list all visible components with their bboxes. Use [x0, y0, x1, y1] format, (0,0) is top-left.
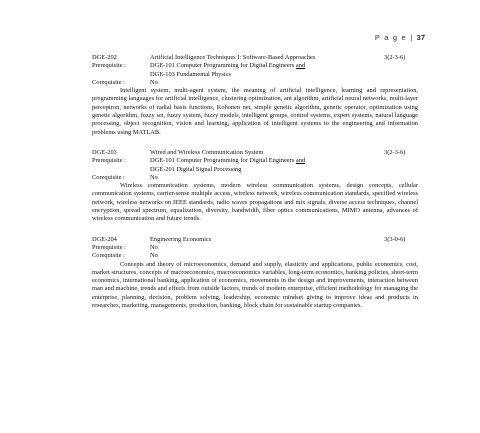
corequisite-value: No — [150, 78, 158, 86]
corequisite-row — [92, 79, 418, 87]
prerequisite-2: DGE-201 Digital Signal Processing — [150, 165, 242, 173]
corequisite-label: Corequisite : — [92, 78, 125, 86]
prerequisite-2: DGE-103 Fundamental Physics — [150, 70, 231, 78]
prerequisite-row — [92, 244, 418, 252]
corequisite-value: No — [150, 252, 158, 260]
course-dge-204 — [92, 236, 418, 311]
course-credits: 3(2-3-6) — [384, 54, 406, 61]
course-dge-203 — [92, 149, 418, 224]
corequisite-row — [92, 252, 418, 260]
page-number-value: 37 — [416, 33, 425, 42]
course-header — [92, 149, 418, 157]
course-description: Wireless communication systems, modern wireless communication systems, design concepts, cellular communication systems, carrier-sense multiple access, wireless network, wireless communication standards, specified wireless network, wireless networks on IEEE standards, radio waves propagations and mix signals, diverse access techniques, channel encryption, spread spectrum, equalization, diversity, bandwidth, fiber optics communications, MIMO antenna, advances of wireless communication and future trends. — [92, 182, 418, 223]
prerequisite-1: DGE-101 Computer Programming for Digital Engineers — [150, 62, 295, 70]
course-dge-202 — [92, 54, 418, 137]
prerequisite-label: Prerequisite : — [92, 157, 126, 165]
course-description: Intelligent system, multi-agent system, the meaning of artificial intelligence, learning and representation, programming languages for artificial intelligence, clustering optimization, ant algorithm, artificial neural networks, multi-layer perceptron, networks of radial basis functions, Kohonen net, simple genetic algorithm, genetic operator, optimization using genetic algorithm, fuzzy set, fuzzy system, fuzzy models, intelligent groups, control systems, expert systems, natural language processing, object recognition, vision and learning, application of intelligent systems to the engineering and information problems using MATLAB. — [92, 87, 418, 136]
course-header — [92, 54, 418, 62]
course-code: DGE-204 — [92, 235, 117, 243]
prerequisite-row-2 — [92, 71, 418, 79]
course-description: Concepts and theory of microeconomics, demand and supply, elasticity and applications, public economics, cost, market structures, concepts of macroeconomics, macroeconomics variables, long-term economics, banking policies, short-term economics, international banking, application of economics, movements in the design and improvements, interaction between man and machine, trends and effects from outside factors, trends of modern enterprise, efficient methodology for managing the enterprise, planning, decision, problem solving, leadership, economic mindset giving to improve ideas and products in researches, marketing, managements, production, banking, block chain for sustainable startup companies. — [92, 260, 418, 310]
corequisite-value: No — [150, 173, 158, 181]
prerequisite-join: and — [295, 157, 306, 165]
prerequisite-join: and — [295, 62, 306, 70]
page-label: P a g e | — [374, 33, 414, 42]
course-code: DGE-202 — [92, 54, 117, 61]
page-number — [375, 33, 425, 42]
prerequisite-1: No — [150, 243, 158, 251]
corequisite-row — [92, 174, 418, 182]
prerequisite-row — [92, 157, 418, 165]
course-credits: 3(3-0-6) — [384, 235, 406, 243]
course-title: Engineering Economics — [150, 235, 212, 243]
prerequisite-row-2 — [92, 166, 418, 174]
course-code: DGE-203 — [92, 148, 117, 156]
course-title: Artificial Intelligence Techniques I: Software-Based Approaches — [150, 54, 316, 61]
corequisite-label: Corequisite : — [92, 252, 125, 260]
prerequisite-1: DGE-101 Computer Programming for Digital Engineers — [150, 157, 295, 165]
course-credits: 3(2-3-6) — [384, 148, 406, 156]
corequisite-label: Corequisite : — [92, 173, 125, 181]
course-title: Wired and Wireless Communication System — [150, 148, 264, 156]
prerequisite-label: Prerequisite : — [92, 243, 126, 251]
course-header — [92, 236, 418, 244]
prerequisite-row — [92, 62, 418, 70]
course-list — [92, 54, 418, 322]
prerequisite-label: Prerequisite : — [92, 62, 126, 70]
